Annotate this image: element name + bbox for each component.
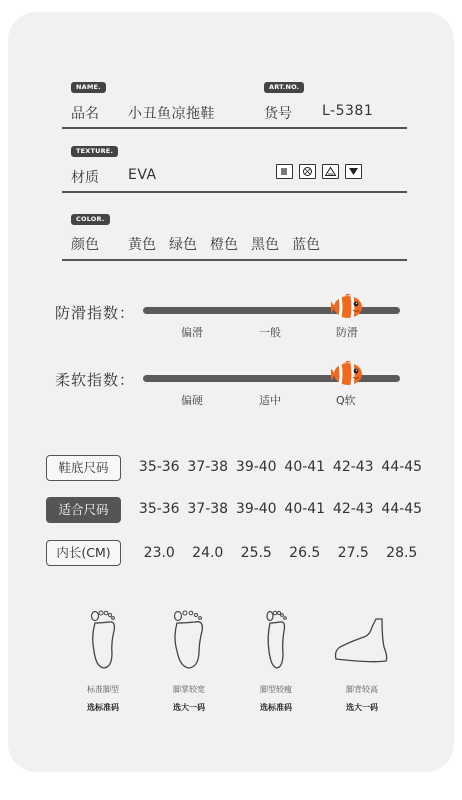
shoe-size-row <box>135 459 426 475</box>
size-cell: 42-43 <box>332 501 374 517</box>
inner-length-row <box>135 545 426 561</box>
length-cell: 27.5 <box>337 545 369 561</box>
divider <box>62 127 407 129</box>
foot-recommendation: 选标准码 <box>260 703 292 712</box>
foot-caption: 脚型较瘦 <box>260 685 292 694</box>
size-cell: 40-41 <box>284 501 326 517</box>
length-cell: 24.0 <box>192 545 224 561</box>
size-cell: 39-40 <box>235 501 277 517</box>
standard-foot-icon <box>85 607 121 671</box>
size-cell: 35-36 <box>138 459 180 475</box>
anti-slip-title: 防滑指数： <box>55 304 136 322</box>
color-option: 黑色 <box>251 237 279 253</box>
length-cell: 25.5 <box>240 545 272 561</box>
high-instep-foot-icon <box>330 607 394 671</box>
name-tag: NAME. <box>71 82 106 93</box>
foot-recommendation: 选大一码 <box>173 703 205 712</box>
size-cell: 37-38 <box>187 459 229 475</box>
foot-type-high-instep <box>322 607 402 713</box>
art-value: L-5381 <box>322 103 374 119</box>
divider <box>62 259 407 261</box>
texture-tag: TEXTURE. <box>71 146 118 157</box>
color-options <box>128 234 320 254</box>
foot-type-standard <box>63 607 143 713</box>
fit-size-label: 适合尺码 <box>46 497 121 523</box>
color-label: 颜色 <box>71 237 99 253</box>
size-cell: 40-41 <box>284 459 326 475</box>
care-icons <box>276 164 362 179</box>
size-cell: 35-36 <box>138 501 180 517</box>
do-not-iron-icon <box>345 164 362 179</box>
softness-tick-mid: 适中 <box>259 394 281 407</box>
size-cell: 37-38 <box>187 501 229 517</box>
fit-size-row <box>135 501 426 517</box>
color-option: 橙色 <box>210 237 238 253</box>
wash-temp-icon <box>322 164 339 179</box>
art-tag: ART.NO. <box>264 82 304 93</box>
size-cell: 44-45 <box>381 459 423 475</box>
softness-tick-low: 偏硬 <box>181 394 203 407</box>
wide-foot-icon <box>169 607 209 671</box>
size-cell: 42-43 <box>332 459 374 475</box>
foot-type-wide <box>149 607 229 713</box>
anti-slip-tick-low: 偏滑 <box>181 326 203 339</box>
inner-length-label: 内长(CM) <box>46 540 121 566</box>
foot-type-narrow <box>236 607 316 713</box>
length-cell: 23.0 <box>143 545 175 561</box>
softness-title: 柔软指数： <box>55 371 136 389</box>
length-cell: 28.5 <box>386 545 418 561</box>
texture-value: EVA <box>128 167 157 183</box>
size-cell: 39-40 <box>235 459 277 475</box>
divider <box>62 191 407 193</box>
length-cell: 26.5 <box>289 545 321 561</box>
foot-recommendation: 选标准码 <box>87 703 119 712</box>
color-option: 绿色 <box>169 237 197 253</box>
size-cell: 44-45 <box>381 501 423 517</box>
clownfish-marker-icon <box>331 292 365 322</box>
hand-wash-icon <box>276 164 293 179</box>
anti-slip-tick-high: 防滑 <box>336 326 358 339</box>
anti-slip-tick-mid: 一般 <box>259 326 281 339</box>
color-option: 蓝色 <box>292 237 320 253</box>
art-label: 货号 <box>264 106 292 122</box>
texture-label: 材质 <box>71 170 99 186</box>
softness-tick-high: Q软 <box>336 394 356 407</box>
name-label: 品名 <box>71 106 99 122</box>
foot-caption: 脚背较高 <box>346 685 378 694</box>
clownfish-marker-icon <box>331 359 365 389</box>
color-tag: COLOR. <box>71 214 110 225</box>
foot-caption: 标准脚型 <box>87 685 119 694</box>
no-bleach-icon <box>299 164 316 179</box>
narrow-foot-icon <box>259 607 293 671</box>
foot-recommendation: 选大一码 <box>346 703 378 712</box>
color-option: 黄色 <box>128 237 156 253</box>
shoe-size-label: 鞋底尺码 <box>46 455 121 481</box>
name-value: 小丑鱼凉拖鞋 <box>128 106 215 122</box>
foot-caption: 脚掌较宽 <box>173 685 205 694</box>
